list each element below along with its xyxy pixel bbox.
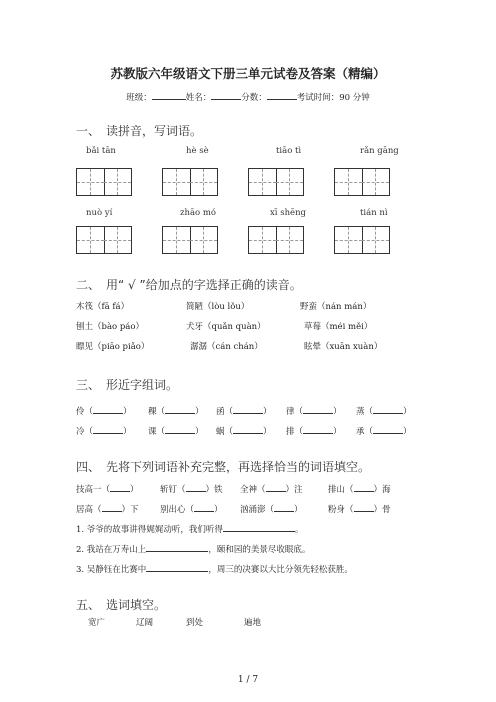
idiom-item: 居高（ ）下 [76, 502, 139, 515]
writing-box[interactable] [334, 168, 390, 196]
word-form-item: 课（ ） [148, 424, 204, 437]
word-form-item: 律（ ） [286, 404, 342, 417]
answer-blank[interactable] [194, 502, 214, 512]
word-form-item: 排（ ） [286, 424, 342, 437]
answer-blank[interactable] [233, 424, 263, 434]
writing-box[interactable] [162, 168, 218, 196]
pronunciation-item[interactable]: 瞟见（piāo piǎo） [76, 342, 150, 352]
answer-blank[interactable] [165, 424, 195, 434]
answer-blank[interactable] [110, 482, 130, 492]
pronunciation-item[interactable]: 木筏（fā fá） [76, 302, 130, 312]
pinyin: xī shēng [270, 208, 306, 218]
idiom-item: 粉身（ ）骨 [328, 502, 391, 515]
pinyin: nuò yí [86, 208, 113, 218]
section-3-heading: 三、 形近字组词。 [76, 378, 179, 392]
pinyin: tiāo tì [276, 146, 302, 156]
answer-blank[interactable] [146, 542, 208, 552]
idiom-item: 全神（ ）注 [240, 482, 303, 495]
answer-blank[interactable] [233, 404, 263, 414]
answer-blank[interactable] [186, 482, 206, 492]
page-title: 苏教版六年级语文下册三单元试卷及答案（精编） [110, 66, 386, 81]
answer-blank[interactable] [354, 502, 374, 512]
pronunciation-item[interactable]: 刨土（bào páo） [76, 322, 144, 332]
answer-blank[interactable] [266, 482, 286, 492]
answer-blank[interactable] [274, 502, 294, 512]
answer-blank[interactable] [93, 404, 123, 414]
pronunciation-item[interactable]: 简陋（lòu lǒu） [186, 302, 250, 312]
pinyin: zhāo mó [180, 208, 217, 218]
sentence-question: 2. 我站在万寿山上 ，颐和园的美景尽收眼底。 [76, 542, 310, 555]
score-blank[interactable] [267, 90, 297, 100]
score-label: 分数： [241, 93, 267, 103]
answer-blank[interactable] [223, 522, 295, 532]
answer-blank[interactable] [165, 404, 195, 414]
word-form-item: 函（ ） [216, 404, 272, 417]
pinyin: rǎn gāng [360, 146, 399, 156]
writing-box[interactable] [76, 168, 132, 196]
pronunciation-item[interactable]: 潺潺（cán chán） [190, 342, 263, 352]
section-5-heading: 五、 选词填空。 [76, 598, 167, 612]
answer-blank[interactable] [373, 404, 403, 414]
class-label: 班级： [126, 93, 152, 103]
class-blank[interactable] [152, 90, 186, 100]
idiom-item: 斩钉（ ）铁 [160, 482, 223, 495]
word-form-item: 承（ ） [356, 424, 412, 437]
word-choice: 辽阔 [136, 618, 154, 628]
answer-blank[interactable] [373, 424, 403, 434]
word-choice: 宽广 [88, 618, 106, 628]
writing-box[interactable] [248, 168, 304, 196]
page-number: 1 / 7 [237, 675, 259, 685]
section-4-heading: 四、 先将下列词语补充完整，再选择恰当的词语填空。 [76, 460, 371, 474]
pronunciation-item[interactable]: 眩晕（xuān xuàn） [304, 342, 383, 352]
sentence-question: 1. 爷爷的故事讲得娓娓动听，我们听得 。 [76, 522, 303, 535]
pinyin: bǎi tān [86, 146, 116, 156]
writing-box[interactable] [76, 226, 132, 254]
word-form-item: 蜗（ ） [216, 424, 272, 437]
word-choice: 遍地 [244, 618, 262, 628]
writing-box[interactable] [334, 226, 390, 254]
answer-blank[interactable] [354, 482, 374, 492]
time-label: 考试时间：90 分钟 [296, 93, 370, 103]
pinyin: hè sè [186, 146, 209, 156]
idiom-item: 排山（ ）海 [328, 482, 391, 495]
idiom-item: 汹涌澎（ ） [240, 502, 303, 515]
name-label: 姓名： [185, 93, 212, 103]
idiom-item: 别出心（ ） [160, 502, 223, 515]
name-blank[interactable] [211, 90, 241, 100]
section-1-heading: 一、 读拼音，写词语。 [76, 124, 203, 138]
answer-blank[interactable] [146, 562, 208, 572]
answer-blank[interactable] [102, 502, 122, 512]
pronunciation-item[interactable]: 草莓（méi měi） [304, 322, 373, 332]
word-form-item: 冷（ ） [76, 424, 132, 437]
info-line [0, 90, 496, 103]
idiom-item: 技高一（ ） [76, 482, 139, 495]
answer-blank[interactable] [303, 404, 333, 414]
pinyin: tián nì [360, 208, 388, 218]
word-form-item: 稞（ ） [148, 404, 204, 417]
section-2-heading: 二、 用“ √ ”给加点的字选择正确的读音。 [76, 278, 302, 292]
word-choice: 到处 [186, 618, 204, 628]
pronunciation-item[interactable]: 犬牙（quǎn quàn） [186, 322, 266, 332]
word-form-item: 蒸（ ） [356, 404, 412, 417]
word-form-item: 伶（ ） [76, 404, 132, 417]
sentence-question: 3. 吴静钰在比赛中 ，周三的决赛以大比分领先轻松获胜。 [76, 562, 353, 575]
answer-blank[interactable] [303, 424, 333, 434]
answer-blank[interactable] [93, 424, 123, 434]
writing-box[interactable] [248, 226, 304, 254]
pronunciation-item[interactable]: 野蛮（nán mán） [300, 302, 372, 312]
writing-box[interactable] [162, 226, 218, 254]
